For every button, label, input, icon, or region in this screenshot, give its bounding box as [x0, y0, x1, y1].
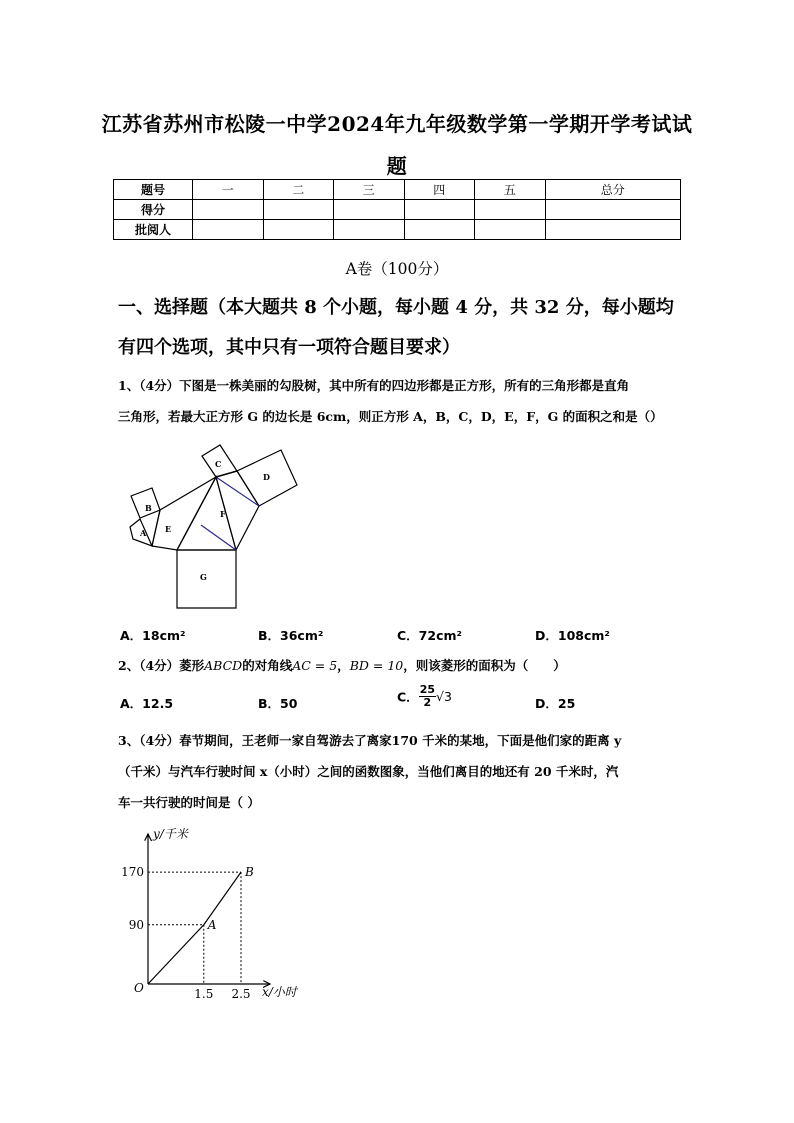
score-cell[interactable]	[404, 200, 475, 220]
q2-bd: BD = 10	[349, 658, 404, 673]
fraction-numerator: 25	[419, 683, 435, 696]
q2-shape: ABCD	[204, 658, 243, 673]
q2-option-c-radical: √3	[436, 689, 452, 704]
label-g: G	[200, 572, 207, 582]
score-table-row	[114, 200, 681, 220]
y-tick-label: 170	[121, 865, 144, 880]
part1-heading-line1: 一、选择题（本大题共 8 个小题，每小题 4 分，共 32 分，每小题均	[118, 297, 674, 318]
q2-text	[118, 651, 682, 680]
score-cell[interactable]	[193, 200, 264, 220]
label-e: E	[165, 524, 172, 534]
q2-option-c[interactable]	[397, 684, 452, 709]
reviewer-cell[interactable]	[545, 220, 681, 240]
q3-line1: 3、（4分）春节期间，王老师一家自驾游去了离家170 千米的某地，下面是他们家的距离 y	[118, 733, 622, 748]
q1-line1: 1、（4分）下图是一株美丽的勾股树，其中所有的四边形都是正方形，所有的三角形都是直角	[118, 378, 630, 393]
q2-option-b[interactable]: B．50	[258, 696, 298, 711]
score-table-header-cell: 一	[193, 180, 264, 200]
label-a: A	[140, 528, 147, 538]
inner-line	[216, 471, 237, 477]
q2-option-c-fraction	[419, 684, 436, 709]
q1-option-d[interactable]: D．108cm²	[535, 628, 610, 643]
score-table-row	[114, 220, 681, 240]
y-tick-label: 90	[128, 917, 144, 932]
score-cell[interactable]	[334, 200, 405, 220]
triangle-top	[177, 477, 236, 550]
score-table-header-cell: 五	[475, 180, 546, 200]
inner-line	[152, 510, 160, 546]
x-axis-label: x/小时	[262, 985, 297, 999]
label-d: D	[263, 472, 270, 482]
q2-prefix: 2、（4分）菱形	[118, 658, 205, 673]
x-tick-label: 2.5	[231, 987, 251, 1001]
x-tick-label: 1.5	[194, 987, 214, 1001]
fraction-denominator: 2	[423, 696, 432, 709]
q1-option-b[interactable]: B．36cm²	[258, 628, 324, 643]
q2-ac: AC = 5	[292, 658, 338, 673]
score-cell[interactable]	[475, 200, 546, 220]
q1-option-a[interactable]: A．18cm²	[120, 628, 186, 643]
score-table	[113, 179, 681, 240]
point-label: A	[207, 917, 217, 932]
distance-time-chart	[110, 822, 320, 1007]
part1-heading-line2: 有四个选项，其中只有一项符合题目要求）	[118, 337, 460, 358]
label-b: B	[145, 503, 152, 513]
y-axis-label: y/千米	[153, 827, 188, 841]
score-table-header-cell: 三	[334, 180, 405, 200]
page-title-line2: 题	[386, 154, 408, 178]
score-table-header-row	[114, 180, 681, 200]
reviewer-cell[interactable]	[404, 220, 475, 240]
square-e	[152, 477, 216, 550]
score-table-header-cell: 总分	[545, 180, 681, 200]
reviewer-cell[interactable]	[334, 220, 405, 240]
q1-line2: 三角形，若最大正方形 G 的边长是 6cm，则正方形 A，B，C，D，E，F，G 的面积之和是（）	[118, 409, 663, 424]
page-title-line1: 江苏省苏州市松陵一中学2024年九年级数学第一学期开学考试试	[101, 112, 693, 136]
score-cell[interactable]	[263, 200, 334, 220]
score-table-row-label: 得分	[114, 200, 193, 220]
q3-line2: （千米）与汽车行驶时间 x（小时）之间的函数图象，当他们离目的地还有 20 千米时，汽	[118, 764, 619, 779]
score-table-header-cell: 四	[404, 180, 475, 200]
reviewer-cell[interactable]	[475, 220, 546, 240]
q2-mid: 的对角线	[242, 658, 293, 673]
series-line	[148, 872, 241, 984]
label-c: C	[215, 459, 222, 469]
reviewer-cell[interactable]	[263, 220, 334, 240]
pythagoras-tree-figure	[120, 440, 310, 612]
q2-sep: ，	[337, 658, 350, 673]
reviewer-cell[interactable]	[193, 220, 264, 240]
q3-line3: 车一共行驶的时间是（ ）	[118, 795, 260, 810]
point-label: B	[245, 865, 254, 880]
score-table-header-cell: 二	[263, 180, 334, 200]
origin-label: O	[134, 981, 144, 995]
q1-option-c[interactable]: C．72cm²	[397, 628, 462, 643]
section-a-title: A卷（100分）	[345, 260, 449, 278]
label-f: F	[220, 509, 226, 519]
q2-suffix: ，则该菱形的面积为（ ）	[403, 658, 566, 673]
score-table-header-cell: 题号	[114, 180, 193, 200]
q2-option-d[interactable]: D．25	[535, 696, 576, 711]
score-table-row-label: 批阅人	[114, 220, 193, 240]
q2-option-a[interactable]: A．12.5	[120, 696, 174, 711]
q2-option-c-label: C．	[397, 689, 419, 705]
score-cell[interactable]	[545, 200, 681, 220]
